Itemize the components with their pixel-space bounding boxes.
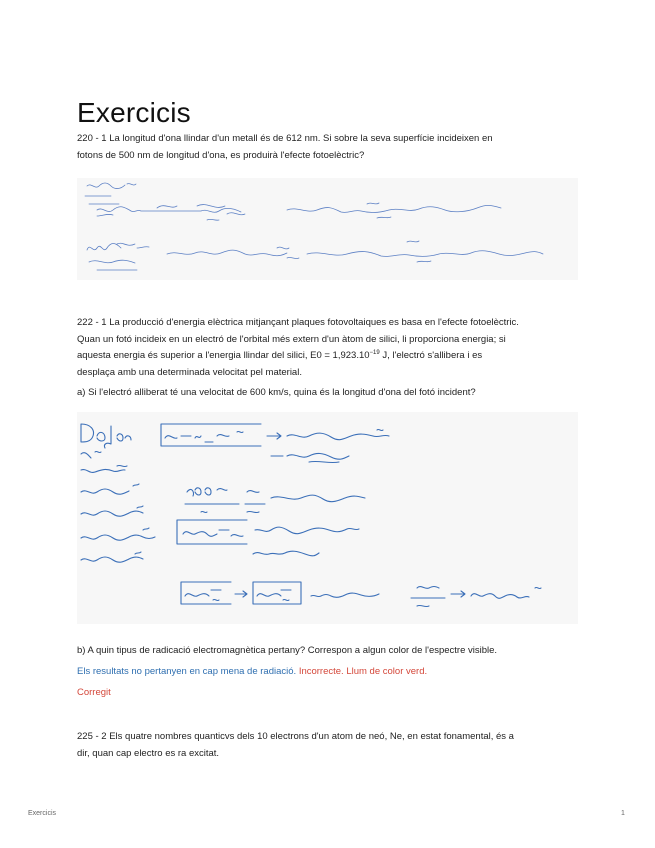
corrected-status: Corregit xyxy=(77,687,111,698)
teacher-feedback: Incorrecte. Llum de color verd. xyxy=(298,666,428,677)
question-225-line-1: 225 - 2 Els quatre nombres quanticvs dels 10 electrons d'un atom de neó, Ne, en estat fonamental, és a xyxy=(77,731,514,742)
handwritten-answer-222-image xyxy=(77,412,578,624)
student-answer: Els resultats no pertanyen en cap mena de radiació. xyxy=(77,666,297,677)
answer-feedback-row xyxy=(77,664,577,681)
question-222-line-2: Quan un fotó incideix en un electró de l'orbital més extern d'un àtom de silici, li proporciona energia; si xyxy=(77,333,506,345)
question-222-line-4: desplaça amb una determinada velocitat pel material. xyxy=(77,366,302,378)
question-220-line-2: fotons de 500 nm de longitud d'ona, es produirà l'efecte fotoelèctric? xyxy=(77,149,365,161)
question-222-part-b: b) A quin tipus de radicació electromagnètica pertany? Correspon a algun color de l'espectre visible. xyxy=(77,645,498,656)
page-number: 1 xyxy=(621,810,625,817)
question-220-line-1: 220 - 1 La longitud d'ona llindar d'un metall és de 612 nm. Si sobre la seva superfície incideixen en xyxy=(77,133,493,144)
question-222-line-3: aquesta energia és superior a l'energia llindar del silici, $E0 = 1,923.10^{-19}$ J, l'electró s'allibera i es xyxy=(77,349,483,361)
footer-title: Exercicis xyxy=(28,810,57,817)
handwriting-scribble-220 xyxy=(77,178,578,280)
page-title: Exercicis xyxy=(77,96,191,128)
handwriting-scribble-222 xyxy=(77,412,578,624)
question-225-line-2: dir, quan cap electro es ra excitat. xyxy=(77,747,220,759)
question-225 xyxy=(77,729,577,762)
question-222-part-a: a) Si l'electró alliberat té una velocitat de 600 km/s, quina és la longitud d'ona del fotó incident? xyxy=(77,387,476,398)
question-222 xyxy=(77,315,577,381)
handwritten-answer-220-image xyxy=(77,178,578,280)
question-220 xyxy=(77,131,577,164)
question-222-line-1: 222 - 1 La producció d'energia elèctrica mitjançant plaques fotovoltaiques es basa en l'efecte fotoelèctric. xyxy=(77,317,519,328)
